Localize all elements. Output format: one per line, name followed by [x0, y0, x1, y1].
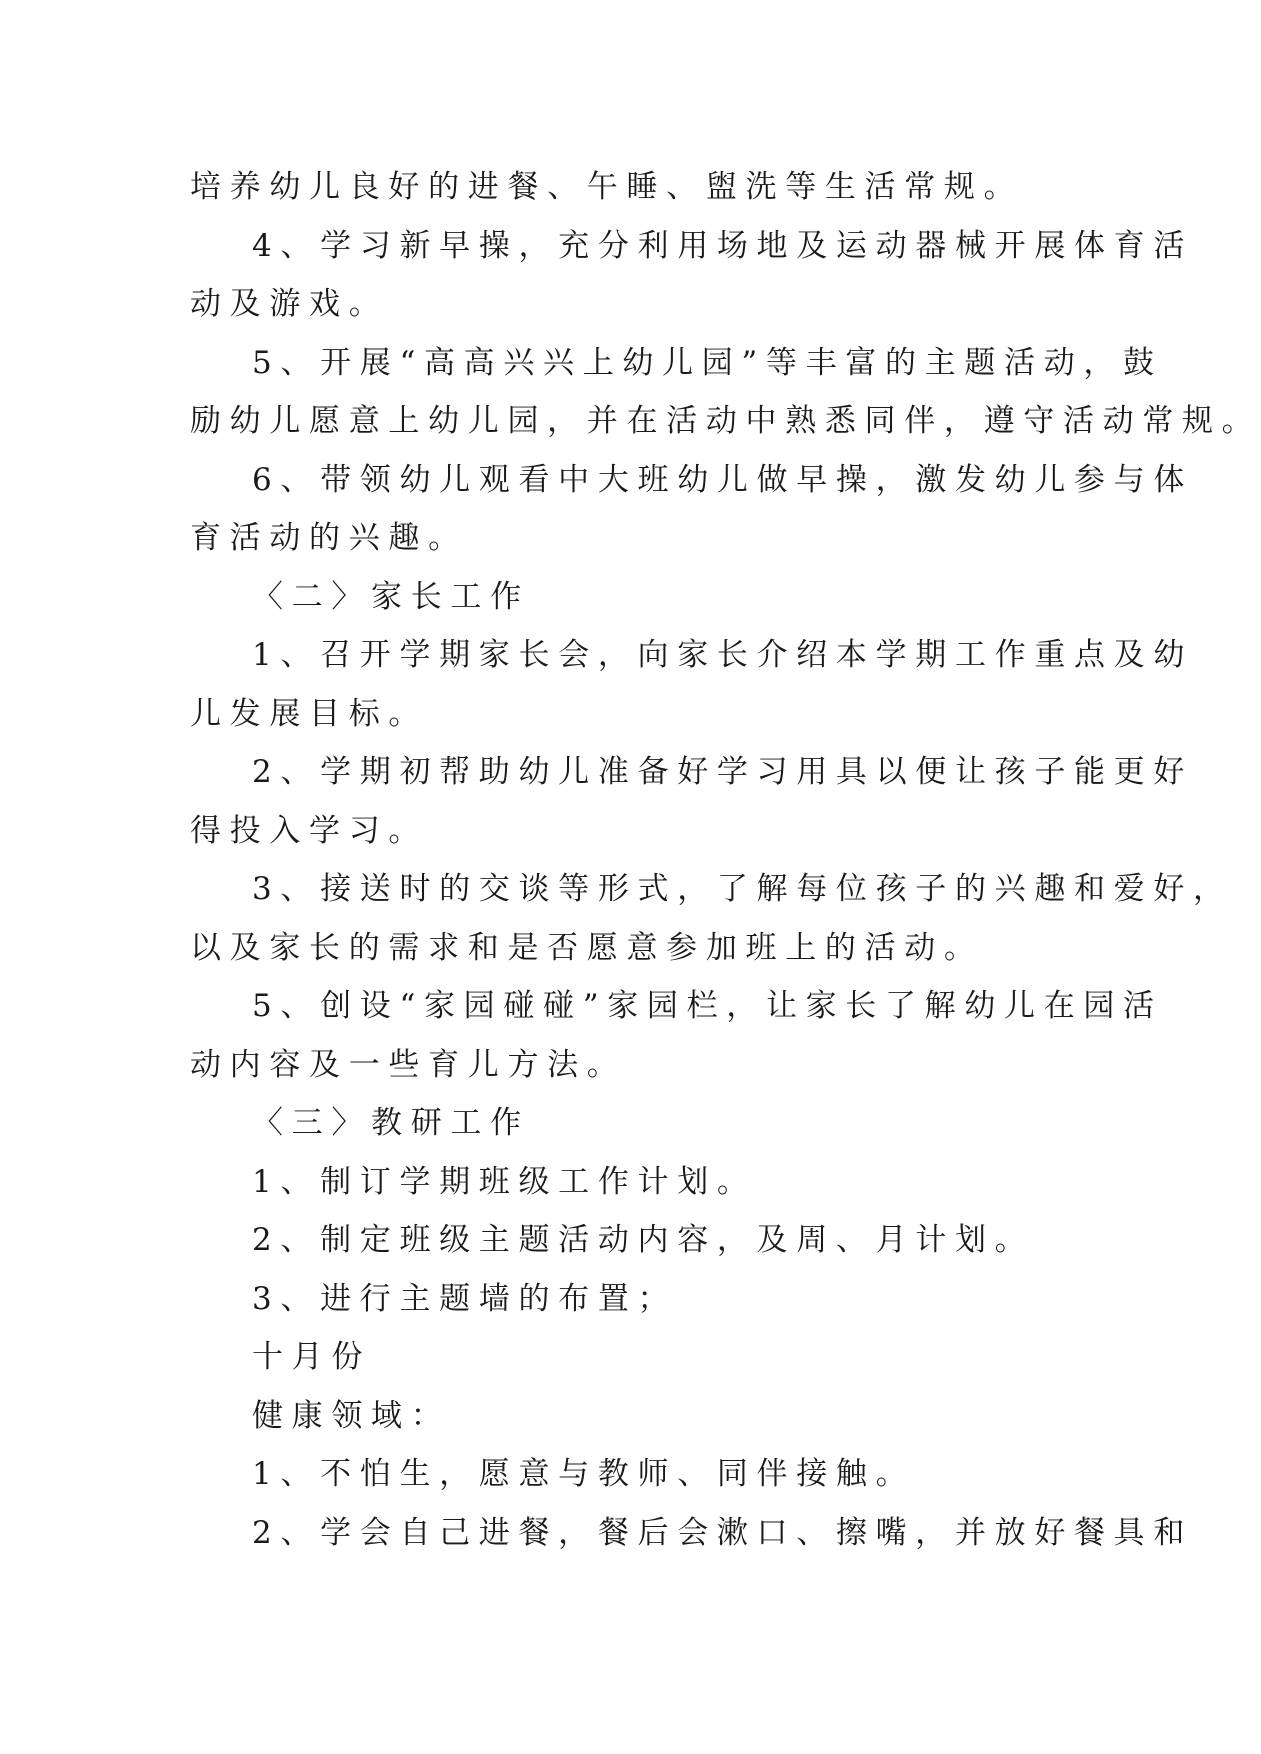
text-line: 得投入学习。	[190, 812, 429, 849]
text-line: 1、召开学期家长会，向家长介绍本学期工作重点及幼	[252, 637, 1194, 673]
domain-heading: 健康领域：	[252, 1397, 451, 1434]
month-heading: 十月份	[252, 1339, 372, 1375]
document-page	[190, 158, 1261, 1562]
text-line: 2、学会自己进餐，餐后会漱口、擦嘴，并放好餐具和	[252, 1514, 1194, 1551]
section-heading: 〈三〉教研工作	[252, 1105, 530, 1141]
text-line: 4、学习新早操，充分利用场地及运动器械开展体育活	[252, 227, 1194, 264]
text-line: 2、学期初帮助幼儿准备好学习用具以便让孩子能更好	[252, 754, 1194, 790]
text-line: 励幼儿愿意上幼儿园，并在活动中熟悉同伴，遵守活动常规。	[190, 403, 1261, 439]
text-line: 育活动的兴趣。	[190, 520, 468, 556]
text-line: 以及家长的需求和是否愿意参加班上的活动。	[190, 929, 984, 966]
text-line: 培养幼儿良好的进餐、午睡、盥洗等生活常规。	[190, 169, 1024, 205]
text-line: 1、制订学期班级工作计划。	[252, 1163, 757, 1200]
text-line: 3、进行主题墙的布置；	[252, 1280, 678, 1317]
text-line: 动及游戏。	[190, 286, 389, 322]
text-line: 动内容及一些育儿方法。	[190, 1046, 627, 1083]
text-line: 3、接送时的交谈等形式，了解每位孩子的兴趣和爱好，	[252, 871, 1233, 907]
text-line: 5、创设“家园碰碰”家园栏，让家长了解幼儿在园活	[252, 988, 1163, 1024]
section-heading: 〈二〉家长工作	[252, 578, 530, 615]
text-line: 5、开展“高高兴兴上幼儿园”等丰富的主题活动，鼓	[252, 344, 1163, 381]
text-line: 儿发展目标。	[190, 695, 429, 732]
text-line: 1、不怕生，愿意与教师、同伴接触。	[252, 1456, 916, 1492]
text-line: 2、制定班级主题活动内容，及周、月计划。	[252, 1222, 1035, 1258]
text-line: 6、带领幼儿观看中大班幼儿做早操，激发幼儿参与体	[252, 461, 1194, 498]
